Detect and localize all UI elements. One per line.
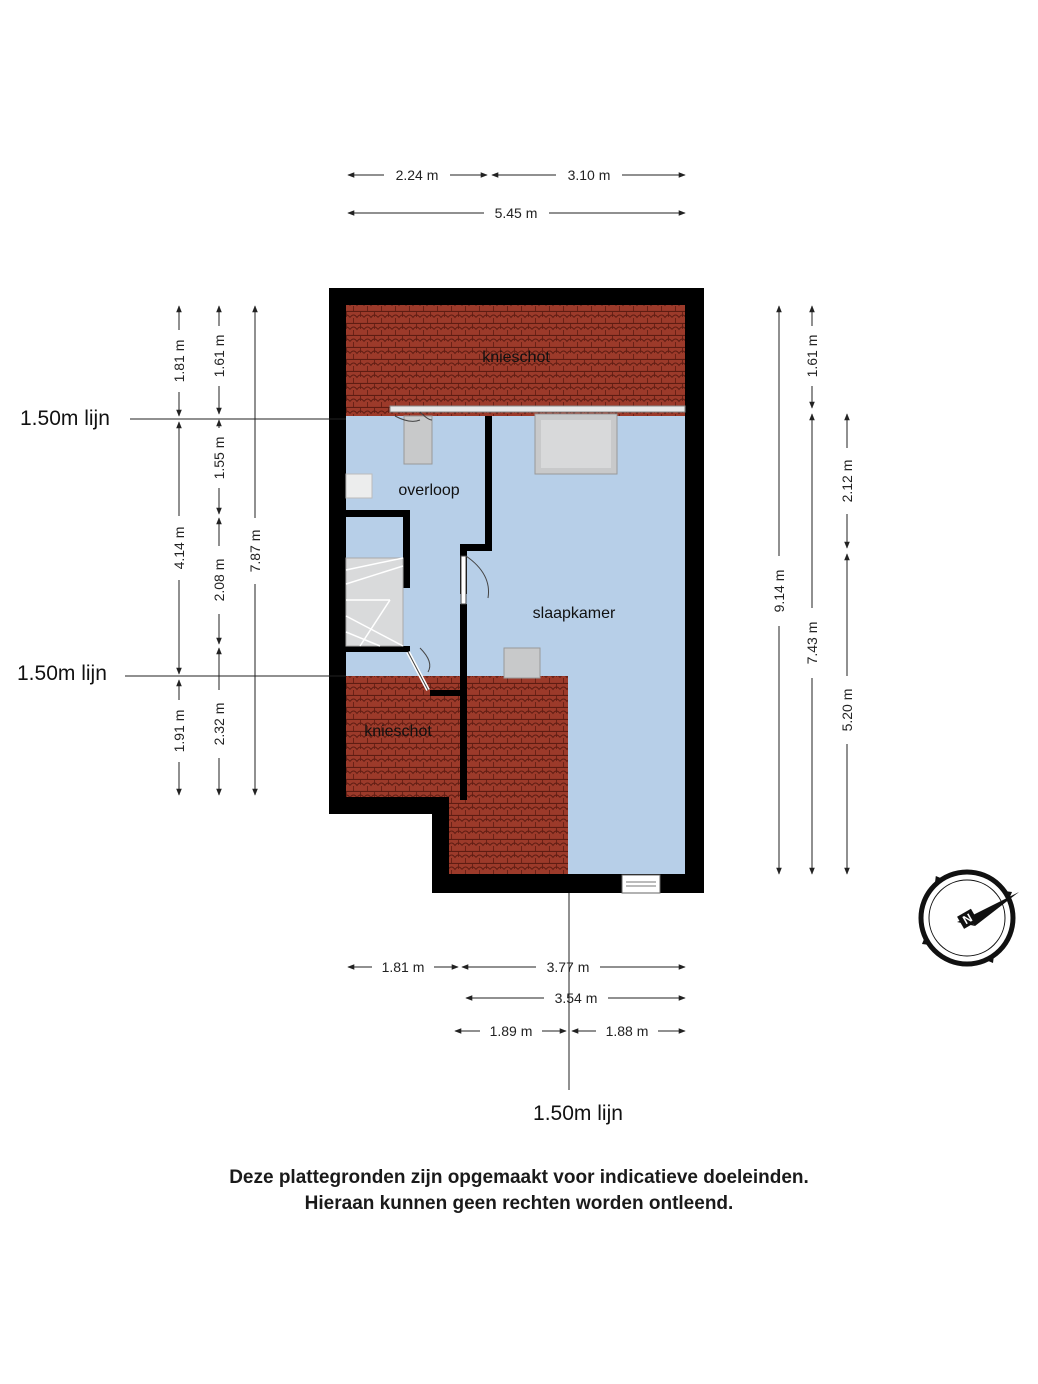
dim-bottom-3: 3.54 m [554, 990, 598, 1006]
inner-wall-shaft [485, 416, 492, 550]
compass-icon [919, 872, 1019, 966]
building [329, 288, 704, 893]
disclaimer-line-2: Hieraan kunnen geen rechten worden ontleend. [304, 1193, 734, 1214]
room-label-knieschot-bottom: knieschot [364, 723, 432, 740]
dim-bottom-1: 1.81 m [381, 959, 425, 975]
dim-bottom-5: 1.88 m [605, 1023, 649, 1039]
dim-left-a3: 1.91 m [171, 709, 187, 753]
roof-bottom-middle-b [449, 797, 568, 874]
disclaimer [0, 1165, 1038, 1217]
dim-bottom-4: 1.89 m [489, 1023, 533, 1039]
room-label-slaapkamer: slaapkamer [532, 605, 616, 622]
dim-left-b4: 2.32 m [211, 702, 227, 746]
dim-right-c2: 5.20 m [839, 688, 855, 732]
stair-wall-right [403, 510, 410, 588]
dim-left-a1: 1.81 m [171, 339, 187, 383]
wall-fixture [346, 474, 372, 498]
compass-letter: N [960, 910, 975, 928]
roof-window-strip [390, 406, 685, 412]
dim-right-c1: 2.12 m [839, 459, 855, 503]
window-bottom [622, 875, 660, 893]
floor-area-lower [568, 676, 685, 874]
dim-right-b2: 7.43 m [804, 621, 820, 665]
disclaimer-line-1: Deze plattegronden zijn opgemaakt voor indicatieve doeleinden. [229, 1167, 809, 1188]
dim-left-b1: 1.61 m [211, 334, 227, 378]
dim-top-2: 3.10 m [567, 167, 611, 183]
stairs [346, 558, 403, 646]
room-label-knieschot-top: knieschot [482, 349, 550, 366]
dims-right [779, 306, 847, 874]
dim-left-b2: 1.55 m [211, 436, 227, 480]
skylight-small [404, 416, 432, 464]
lijn-label-bottom: 1.50m lijn [533, 1102, 623, 1125]
stair-wall-top [346, 510, 410, 517]
stair-wall-bottom [346, 646, 410, 652]
lijn-label-left-top: 1.50m lijn [20, 407, 110, 430]
dim-right-total: 9.14 m [771, 569, 787, 613]
dim-left-total: 7.87 m [247, 529, 263, 573]
dim-top-1: 2.24 m [395, 167, 439, 183]
dim-top-total: 5.45 m [494, 205, 538, 221]
inner-wall-hall-v2 [460, 604, 467, 800]
knee-wall-small [430, 690, 467, 696]
dim-right-b1: 1.61 m [804, 334, 820, 378]
dim-left-b3: 2.08 m [211, 558, 227, 602]
lower-left-outer [329, 797, 449, 814]
chair [504, 648, 540, 678]
lijn-label-left-bottom: 1.50m lijn [17, 662, 107, 685]
dims-bottom [348, 967, 685, 1031]
room-label-overloop: overloop [398, 482, 460, 499]
dim-left-a2: 4.14 m [171, 526, 187, 570]
dim-bottom-2: 3.77 m [546, 959, 590, 975]
